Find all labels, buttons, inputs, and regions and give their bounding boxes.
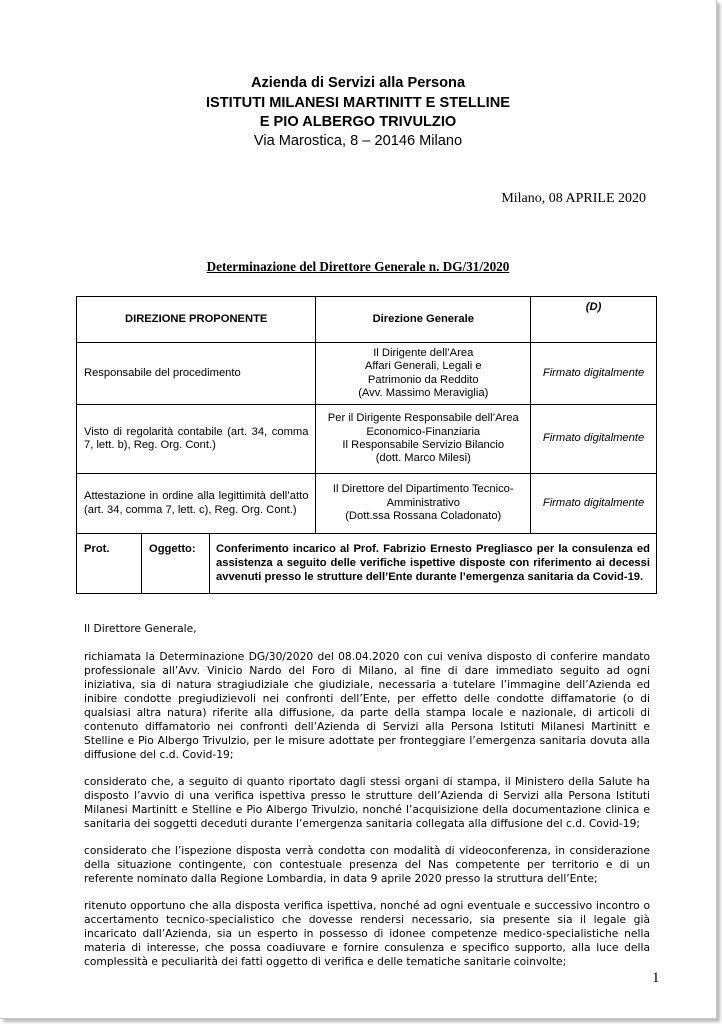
row-signature: Firmato digitalmente	[531, 343, 657, 405]
person-line: Il Direttore del Dipartimento Tecnico-	[332, 483, 514, 496]
prot-label: Prot.	[77, 534, 142, 593]
opening-line: Il Direttore Generale,	[84, 622, 197, 635]
oggetto-text: Conferimento incarico al Prof. Fabrizio Ernesto Pregliasco per la consulenza ed assistenza a seguito delle verifiche ispettive disposte con riferimento ai decessi avvenuti presso le strutture dell’Ente durante l’emergenza sanitaria da Covid-19.	[216, 543, 650, 583]
person-line: (Avv. Massimo Meraviglia)	[358, 386, 489, 399]
header-d: (D)	[531, 297, 657, 343]
org-address: Via Marostica, 8 – 20146 Milano	[253, 133, 463, 149]
row-label: Visto di regolarità contabile (art. 34, comma 7, lett. b), Reg. Org. Cont.)	[77, 405, 316, 474]
org-name-line3: E PIO ALBERGO TRIVULZIO	[259, 114, 457, 130]
body-paragraph: considerato che l’ispezione disposta verrà condotta con modalità di videoconferenza, in considerazione della situazione contingente, con contestuale presenza del Nas competente per territorio e di un referente nominato dalla Regione Lombardia, in data 9 aprile 2020 presso la struttura dell’Ente;	[84, 844, 650, 885]
person-line: Amministrativo	[386, 496, 460, 509]
org-name-line2: ISTITUTI MILANESI MARTINITT E STELLINE	[205, 95, 511, 111]
person-line: (Dott.ssa Rossana Coladonato)	[345, 510, 502, 523]
oggetto-table	[77, 534, 656, 593]
oggetto-cell	[77, 534, 657, 594]
row-label: Attestazione in ordine alla legittimità dell’atto (art. 34, comma 7, lett. c), Reg. Org. Cont.)	[77, 474, 316, 534]
row-person	[316, 405, 531, 474]
row-person	[316, 343, 531, 405]
person-line: Economico-Finanziaria	[366, 425, 481, 438]
document-title: Determinazione del Direttore Generale n. DG/31/2020	[206, 259, 510, 274]
row-label: Responsabile del procedimento	[77, 343, 316, 405]
org-name-line1: Azienda di Servizi alla Persona	[250, 75, 466, 91]
document-body	[84, 622, 650, 982]
table-row	[77, 343, 657, 405]
oggetto-label: Oggetto:	[142, 534, 210, 593]
person-line: (dott. Marco Milesi)	[375, 452, 471, 465]
person-line: Il Responsabile Servizio Bilancio	[342, 439, 505, 451]
table-header-row	[77, 297, 657, 343]
document-date: Milano, 08 APRILE 2020	[501, 191, 646, 206]
person-line: Per il Dirigente Responsabile dell’Area	[327, 412, 519, 425]
body-paragraph: ritenuto opportuno che alla disposta verifica ispettiva, nonché ad ogni eventuale e successivo incontro o accertamento tecnico-specialistico che dovesse rendersi necessario, sia presente sia il legale già incaricato dall’Azienda, sia un esperto in possesso di idonee competenze medico-specialistiche nella materia di interesse, che possa coadiuvare e fornire consulenza e specifico supporto, alla luce della complessità e peculiarità dei fatti oggetto di verifica e delle tematiche sanitarie coinvolte;	[84, 899, 650, 968]
header-direzione-proponente: DIREZIONE PROPONENTE	[77, 297, 316, 343]
person-line: Patrimonio da Reddito	[367, 373, 479, 386]
approval-table	[76, 296, 657, 594]
person-line: Affari Generali, Legali e	[364, 360, 482, 373]
page-number: 1	[652, 970, 660, 986]
body-paragraph: richiamata la Determinazione DG/30/2020 del 08.04.2020 con cui veniva disposto di conferire mandato professionale all’Avv. Vinicio Nardo del Foro di Milano, al fine di dare immediato seguito ad ogni iniziativa, sia di natura stragiudiziale che giudiziale, necessaria a tutelare l’immagine dell’Azienda ed inibire condotte pregiudizievoli nei confronti dell’Ente, per effetto delle condotte diffamatorie (o di qualsiasi altra natura) riferite alla diffusione, da parte della stampa locale e nazionale, di articoli di contenuto diffamatorio nei confronti dell’Azienda di Servizi alla Persona Istituti Milanesi Martinitt e Stelline e Pio Albergo Trivulzio, per le misure adottate per fronteggiare l’emergenza sanitaria dovuta alla diffusione del c.d. Covid-19;	[84, 650, 650, 761]
row-person	[316, 474, 531, 534]
person-line: Il Dirigente dell’Area	[373, 346, 474, 359]
row-signature: Firmato digitalmente	[531, 405, 657, 474]
header-direzione-generale: Direzione Generale	[316, 297, 531, 343]
oggetto-row	[77, 534, 657, 594]
table-row	[77, 474, 657, 534]
body-paragraph: considerato che, a seguito di quanto riportato dagli stessi organi di stampa, il Ministero della Salute ha disposto l’avvio di una verifica ispettiva presso le strutture dell’Azienda di Servizi alla Persona Istituti Milanesi Martinitt e Stelline e Pio Albergo Trivulzio, nonché l’acquisizione della documentazione clinica e sanitaria dei soggetti deceduti durante l’emergenza sanitaria collegata alla diffusione del c.d. Covid-19;	[84, 775, 650, 830]
table-row	[77, 405, 657, 474]
row-signature: Firmato digitalmente	[531, 474, 657, 534]
